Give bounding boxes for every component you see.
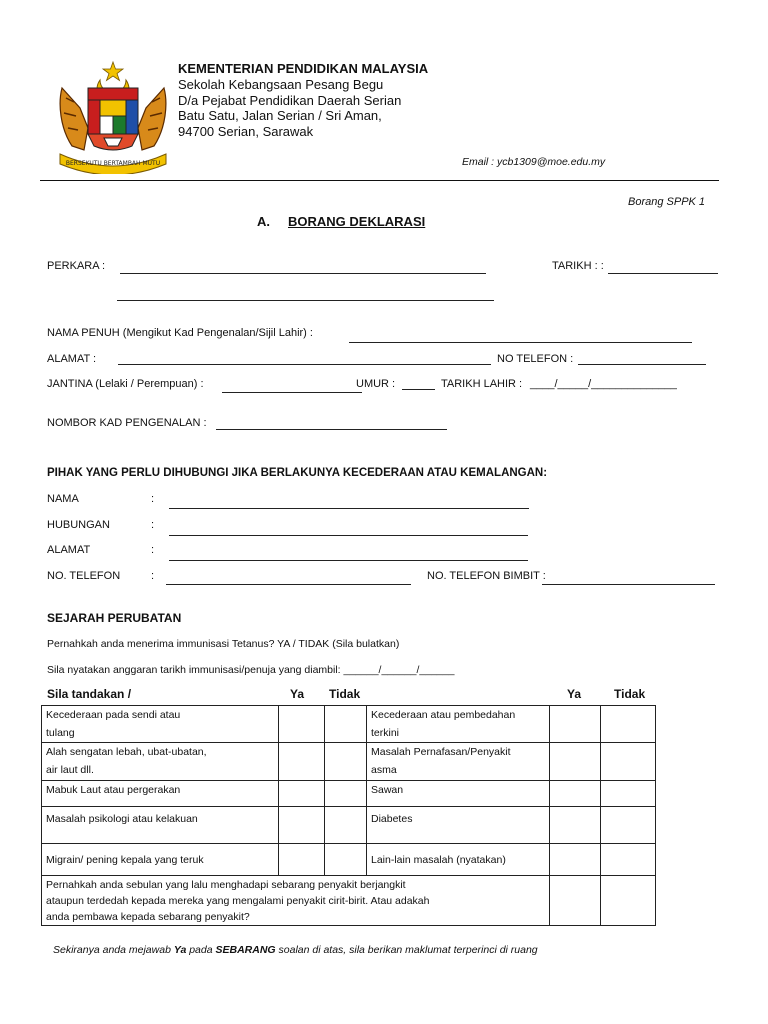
nama-penuh-line[interactable]	[349, 342, 692, 343]
no-telefon-line[interactable]	[578, 364, 706, 365]
school-name: Sekolah Kebangsaan Pesang Begu	[178, 77, 384, 92]
tarikh-lahir-label: TARIKH LAHIR :	[441, 378, 523, 390]
no-telefon-label: NO TELEFON :	[497, 353, 574, 365]
tidak-checkbox[interactable]	[325, 807, 367, 844]
contact-nama-label: NAMA	[47, 493, 79, 505]
perkara-label: PERKARA :	[47, 260, 106, 272]
tidak-checkbox[interactable]	[325, 844, 367, 876]
alamat-label: ALAMAT :	[47, 353, 97, 365]
tidak-checkbox[interactable]	[325, 706, 367, 743]
contact-hubungan-label: HUBUNGAN	[47, 519, 110, 531]
table-row	[42, 706, 656, 743]
ya-checkbox[interactable]	[279, 781, 325, 807]
umur-line[interactable]	[402, 389, 435, 390]
address-line-2: Batu Satu, Jalan Serian / Sri Aman,	[178, 108, 382, 123]
nama-penuh-label: NAMA PENUH (Mengikut Kad Pengenalan/Sijil Lahir) :	[47, 327, 313, 339]
tick-instruction: Sila tandakan /	[47, 687, 132, 701]
umur-label: UMUR :	[356, 378, 396, 390]
contact-nama-line[interactable]	[169, 508, 529, 509]
ya-checkbox[interactable]	[279, 743, 325, 781]
tidak-checkbox[interactable]	[601, 781, 656, 807]
ya-header-right: Ya	[567, 687, 582, 701]
colon: :	[151, 493, 155, 505]
no-kp-line[interactable]	[216, 429, 447, 430]
condition-cell: Masalah psikologi atau kelakuan	[42, 807, 279, 844]
contact-bimbit-line[interactable]	[542, 584, 715, 585]
tarikh-line[interactable]	[608, 273, 718, 274]
header-divider	[40, 180, 719, 181]
table-row	[42, 743, 656, 781]
condition-cell: Kecederaan atau pembedahan terkini	[367, 706, 550, 743]
table-row	[42, 807, 656, 844]
condition-cell: Diabetes	[367, 807, 550, 844]
jantina-label: JANTINA (Lelaki / Perempuan) :	[47, 378, 204, 390]
footer-note: Sekiranya anda mejawab Ya pada SEBARANG soalan di atas, sila berikan maklumat terperinci di ruang	[53, 944, 538, 956]
tidak-checkbox[interactable]	[601, 706, 656, 743]
condition-cell: Masalah Pernafasan/Penyakit asma	[367, 743, 550, 781]
contact-bimbit-label: NO. TELEFON BIMBIT :	[427, 570, 546, 582]
perkara-line[interactable]	[120, 273, 486, 274]
tidak-header-right: Tidak	[614, 687, 646, 701]
tidak-checkbox[interactable]	[601, 876, 656, 926]
contact-alamat-label: ALAMAT	[47, 544, 91, 556]
section-letter: A.	[257, 214, 270, 229]
tidak-checkbox[interactable]	[325, 743, 367, 781]
infectious-disease-question: Pernahkah anda sebulan yang lalu menghadapi sebarang penyakit berjangkit ataupun terdedah kepada mereka yang mengalami penyakit cirit-birit. Atau adakah anda pembawa kepada sebarang penyakit?	[42, 876, 550, 926]
condition-cell: Kecederaan pada sendi atau tulang	[42, 706, 279, 743]
tarikh-label: TARIKH : :	[552, 260, 604, 272]
tidak-checkbox[interactable]	[601, 807, 656, 844]
colon: :	[151, 519, 155, 531]
form-title: BORANG DEKLARASI	[288, 214, 426, 229]
table-row	[42, 844, 656, 876]
contact-hubungan-line[interactable]	[169, 535, 528, 536]
table-row	[42, 781, 656, 807]
no-kp-label: NOMBOR KAD PENGENALAN :	[47, 417, 207, 429]
condition-cell: Migrain/ pening kepala yang teruk	[42, 844, 279, 876]
tetanus-question: Pernahkah anda menerima immunisasi Tetanus? YA / TIDAK (Sila bulatkan)	[47, 638, 400, 650]
ya-checkbox[interactable]	[550, 781, 601, 807]
jantina-line[interactable]	[222, 392, 362, 393]
ya-header-left: Ya	[290, 687, 305, 701]
ministry-name: KEMENTERIAN PENDIDIKAN MALAYSIA	[178, 61, 429, 76]
tidak-checkbox[interactable]	[325, 781, 367, 807]
ya-checkbox[interactable]	[550, 807, 601, 844]
immunisation-date-question[interactable]: Sila nyatakan anggaran tarikh immunisasi/penuja yang diambil: ______/______/______	[47, 664, 455, 676]
ya-checkbox[interactable]	[279, 844, 325, 876]
medical-heading: SEJARAH PERUBATAN	[47, 611, 182, 625]
address-line-1: D/a Pejabat Pendidikan Daerah Serian	[178, 93, 402, 108]
ya-checkbox[interactable]	[550, 876, 601, 926]
email-text: Email : ycb1309@moe.edu.my	[462, 156, 606, 168]
ya-checkbox[interactable]	[279, 807, 325, 844]
colon: :	[151, 570, 155, 582]
table-row	[42, 876, 656, 926]
ya-checkbox[interactable]	[550, 844, 601, 876]
tidak-checkbox[interactable]	[601, 844, 656, 876]
condition-cell: Alah sengatan lebah, ubat-ubatan, air laut dll.	[42, 743, 279, 781]
colon: :	[151, 544, 155, 556]
tarikh-lahir-blank[interactable]: ____/_____/______________	[530, 378, 677, 390]
condition-cell: Sawan	[367, 781, 550, 807]
ya-checkbox[interactable]	[550, 743, 601, 781]
condition-cell: Lain-lain masalah (nyatakan)	[367, 844, 550, 876]
contact-heading: PIHAK YANG PERLU DIHUBUNGI JIKA BERLAKUNYA KECEDERAAN ATAU KEMALANGAN:	[47, 467, 548, 479]
contact-telefon-line[interactable]	[166, 584, 411, 585]
ya-checkbox[interactable]	[550, 706, 601, 743]
tidak-header-left: Tidak	[329, 687, 361, 701]
condition-cell: Mabuk Laut atau pergerakan	[42, 781, 279, 807]
form-code: Borang SPPK 1	[628, 196, 706, 208]
perkara-line-2[interactable]	[117, 300, 494, 301]
alamat-line[interactable]	[118, 364, 491, 365]
address-line-3: 94700 Serian, Sarawak	[178, 124, 314, 139]
medical-history-table	[41, 705, 656, 926]
svg-text:BERSEKUTU BERTAMBAH MUTU: BERSEKUTU BERTAMBAH MUTU	[65, 160, 161, 167]
tidak-checkbox[interactable]	[601, 743, 656, 781]
contact-telefon-label: NO. TELEFON	[47, 570, 121, 582]
contact-alamat-line[interactable]	[169, 560, 528, 561]
ministry-crest-logo	[54, 58, 172, 174]
ya-checkbox[interactable]	[279, 706, 325, 743]
